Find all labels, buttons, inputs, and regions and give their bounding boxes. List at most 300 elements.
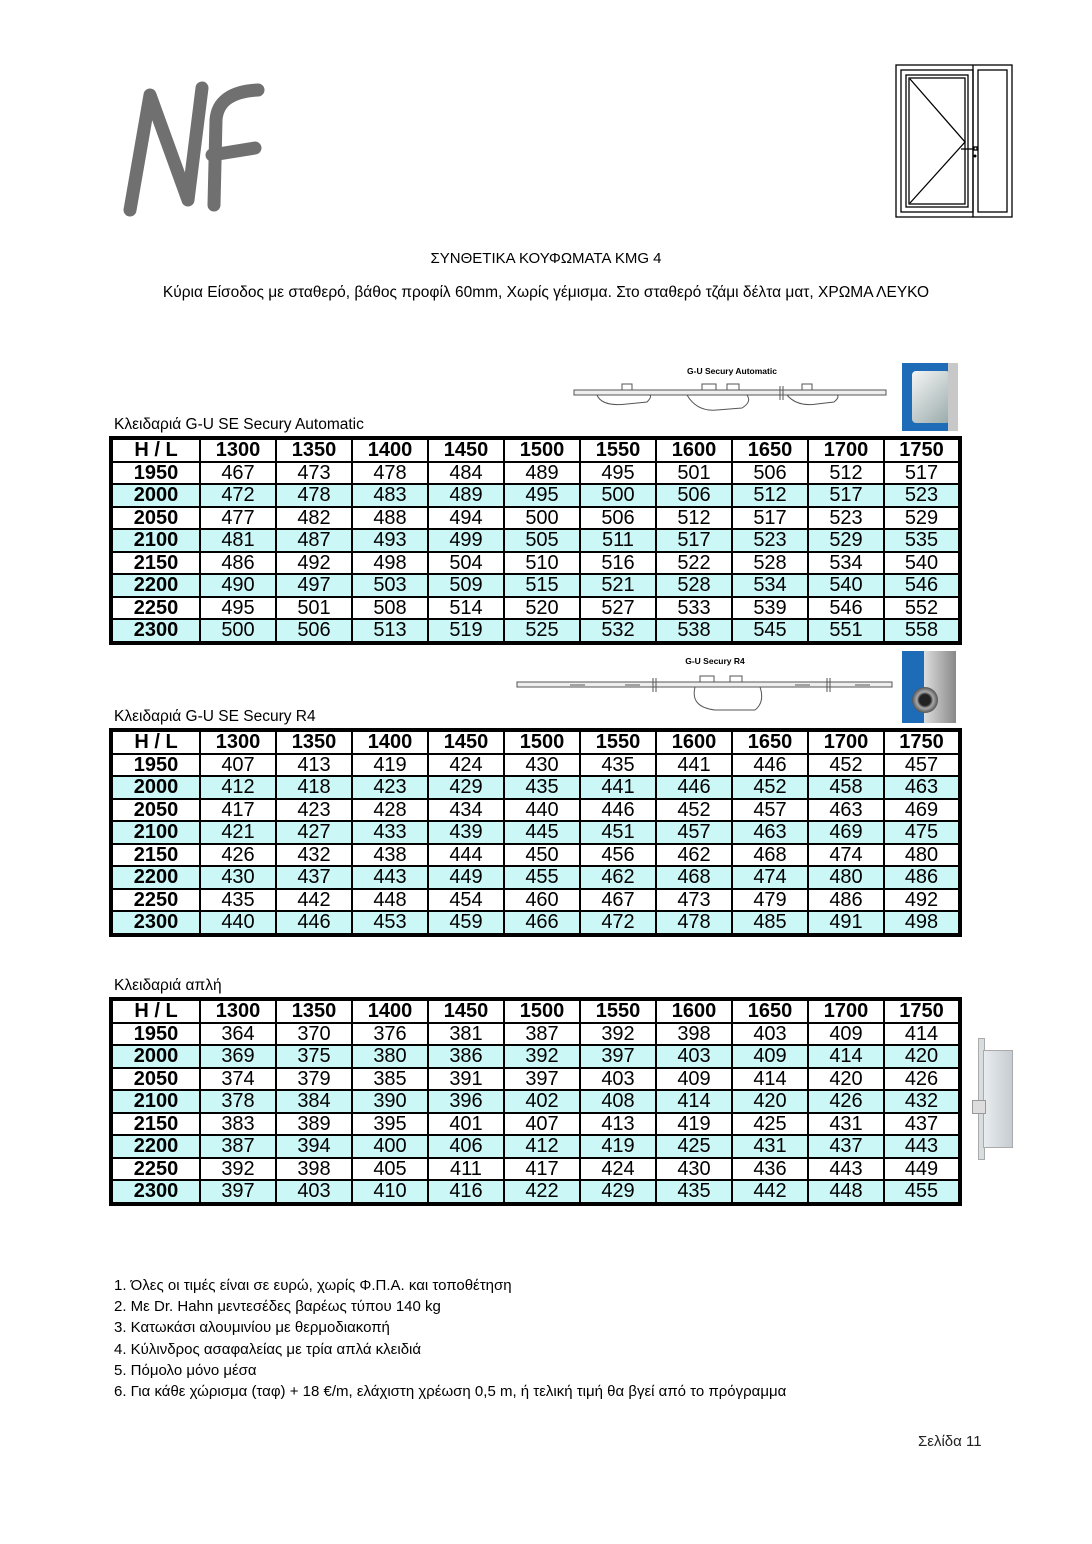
price-cell: 419 (656, 1113, 732, 1136)
row-header-height: 2050 (111, 1068, 200, 1091)
price-cell: 446 (732, 754, 808, 777)
price-cell: 477 (200, 507, 276, 530)
price-cell: 446 (580, 799, 656, 822)
price-cell: 409 (732, 1045, 808, 1068)
table-row (111, 507, 960, 530)
table-row (111, 1135, 960, 1158)
price-cell: 509 (428, 574, 504, 597)
price-cell: 516 (580, 552, 656, 575)
column-header-width: 1550 (580, 438, 656, 462)
price-cell: 486 (200, 552, 276, 575)
price-cell: 395 (352, 1113, 428, 1136)
table-row (111, 866, 960, 889)
nf-logo (110, 70, 270, 220)
note-item: 4. Κύλινδρος ασαφαλείας με τρία απλά κλειδιά (114, 1340, 422, 1358)
price-cell: 506 (732, 462, 808, 485)
table-row (111, 754, 960, 777)
price-cell: 423 (352, 776, 428, 799)
price-cell: 369 (200, 1045, 276, 1068)
price-cell: 473 (656, 889, 732, 912)
price-cell: 407 (504, 1113, 580, 1136)
lock-label-r4: G-U Secury R4 (685, 656, 745, 666)
column-header-width: 1750 (884, 999, 960, 1023)
price-cell: 406 (428, 1135, 504, 1158)
price-cell: 384 (276, 1090, 352, 1113)
price-cell: 436 (732, 1158, 808, 1181)
row-header-height: 2000 (111, 776, 200, 799)
price-cell: 462 (580, 866, 656, 889)
price-cell: 454 (428, 889, 504, 912)
price-cell: 397 (580, 1045, 656, 1068)
price-cell: 403 (580, 1068, 656, 1091)
price-cell: 442 (732, 1180, 808, 1204)
notes-list (114, 1275, 786, 1402)
price-cell: 392 (200, 1158, 276, 1181)
price-cell: 529 (884, 507, 960, 530)
price-cell: 452 (808, 754, 884, 777)
row-header-height: 2250 (111, 597, 200, 620)
price-cell: 472 (580, 911, 656, 935)
table-row (111, 1180, 960, 1204)
price-cell: 505 (504, 529, 580, 552)
price-cell: 431 (732, 1135, 808, 1158)
price-cell: 506 (580, 507, 656, 530)
price-cell: 503 (352, 574, 428, 597)
price-cell: 443 (352, 866, 428, 889)
lock-cylinder-photo-automatic (902, 363, 958, 431)
column-header-width: 1600 (656, 438, 732, 462)
note-item: 5. Πόμολο μόνο μέσα (114, 1361, 257, 1379)
price-cell: 480 (884, 844, 960, 867)
row-header-height: 2150 (111, 1113, 200, 1136)
table-row (111, 462, 960, 485)
price-cell: 468 (732, 844, 808, 867)
price-cell: 443 (884, 1135, 960, 1158)
column-header-width: 1400 (352, 730, 428, 754)
price-cell: 528 (732, 552, 808, 575)
table-row (111, 821, 960, 844)
price-cell: 473 (276, 462, 352, 485)
price-cell: 440 (504, 799, 580, 822)
price-cell: 416 (428, 1180, 504, 1204)
column-header-width: 1400 (352, 438, 428, 462)
price-cell: 551 (808, 619, 884, 643)
price-cell: 515 (504, 574, 580, 597)
table-header-row (111, 999, 960, 1023)
price-cell: 435 (580, 754, 656, 777)
price-cell: 391 (428, 1068, 504, 1091)
price-cell: 449 (884, 1158, 960, 1181)
price-cell: 448 (808, 1180, 884, 1204)
column-header-width: 1450 (428, 438, 504, 462)
page-number: Σελίδα 11 (918, 1433, 982, 1450)
price-cell: 500 (200, 619, 276, 643)
price-cell: 414 (808, 1045, 884, 1068)
table-caption-simple: Κλειδαριά απλή (114, 977, 222, 994)
price-cell: 491 (808, 911, 884, 935)
price-cell: 400 (352, 1135, 428, 1158)
price-cell: 523 (732, 529, 808, 552)
price-cell: 519 (428, 619, 504, 643)
price-cell: 558 (884, 619, 960, 643)
price-cell: 500 (504, 507, 580, 530)
price-cell: 523 (884, 484, 960, 507)
price-cell: 409 (656, 1068, 732, 1091)
price-cell: 540 (884, 552, 960, 575)
lock-label-automatic: G-U Secury Automatic (687, 366, 777, 376)
price-cell: 495 (200, 597, 276, 620)
price-cell: 435 (504, 776, 580, 799)
table-row (111, 1090, 960, 1113)
column-header-width: 1300 (200, 999, 276, 1023)
column-header-width: 1400 (352, 999, 428, 1023)
row-header-height: 2300 (111, 911, 200, 935)
table-row (111, 799, 960, 822)
price-cell: 494 (428, 507, 504, 530)
price-cell: 381 (428, 1023, 504, 1046)
price-cell: 434 (428, 799, 504, 822)
price-cell: 422 (504, 1180, 580, 1204)
table-row (111, 552, 960, 575)
price-cell: 441 (656, 754, 732, 777)
price-cell: 407 (200, 754, 276, 777)
price-cell: 534 (732, 574, 808, 597)
price-cell: 535 (884, 529, 960, 552)
column-header-width: 1650 (732, 999, 808, 1023)
price-cell: 482 (276, 507, 352, 530)
price-table-simple (109, 997, 962, 1206)
price-cell: 538 (656, 619, 732, 643)
price-cell: 430 (656, 1158, 732, 1181)
price-cell: 424 (580, 1158, 656, 1181)
price-cell: 487 (276, 529, 352, 552)
price-cell: 512 (808, 462, 884, 485)
price-cell: 378 (200, 1090, 276, 1113)
price-cell: 425 (732, 1113, 808, 1136)
column-header-width: 1750 (884, 730, 960, 754)
table-row (111, 597, 960, 620)
price-cell: 375 (276, 1045, 352, 1068)
price-cell: 463 (732, 821, 808, 844)
table-row (111, 1158, 960, 1181)
price-cell: 523 (808, 507, 884, 530)
price-cell: 413 (580, 1113, 656, 1136)
price-cell: 403 (656, 1045, 732, 1068)
price-cell: 498 (352, 552, 428, 575)
price-cell: 488 (352, 507, 428, 530)
price-cell: 533 (656, 597, 732, 620)
column-header-width: 1700 (808, 999, 884, 1023)
column-header-width: 1550 (580, 999, 656, 1023)
price-cell: 379 (276, 1068, 352, 1091)
price-cell: 451 (580, 821, 656, 844)
table-row (111, 889, 960, 912)
price-cell: 455 (504, 866, 580, 889)
table-header-row (111, 730, 960, 754)
price-cell: 433 (352, 821, 428, 844)
price-cell: 438 (352, 844, 428, 867)
price-cell: 383 (200, 1113, 276, 1136)
table-row (111, 1045, 960, 1068)
column-header-width: 1750 (884, 438, 960, 462)
price-cell: 520 (504, 597, 580, 620)
column-header-width: 1600 (656, 999, 732, 1023)
note-item: 2. Με Dr. Hahn μεντεσέδες βαρέως τύπου 140 kg (114, 1298, 441, 1316)
price-cell: 428 (352, 799, 428, 822)
price-cell: 414 (656, 1090, 732, 1113)
price-cell: 450 (504, 844, 580, 867)
price-cell: 412 (504, 1135, 580, 1158)
column-header-width: 1700 (808, 730, 884, 754)
price-cell: 449 (428, 866, 504, 889)
price-cell: 552 (884, 597, 960, 620)
price-cell: 545 (732, 619, 808, 643)
price-cell: 410 (352, 1180, 428, 1204)
table-row (111, 911, 960, 935)
price-cell: 480 (808, 866, 884, 889)
price-cell: 370 (276, 1023, 352, 1046)
price-cell: 459 (428, 911, 504, 935)
row-header-height: 2150 (111, 552, 200, 575)
row-header-height: 2200 (111, 866, 200, 889)
simple-lock-photo (972, 1038, 1014, 1158)
price-cell: 435 (200, 889, 276, 912)
price-cell: 501 (276, 597, 352, 620)
price-cell: 411 (428, 1158, 504, 1181)
price-cell: 402 (504, 1090, 580, 1113)
price-cell: 478 (276, 484, 352, 507)
price-cell: 522 (656, 552, 732, 575)
price-cell: 430 (504, 754, 580, 777)
price-cell: 418 (276, 776, 352, 799)
price-cell: 437 (808, 1135, 884, 1158)
price-cell: 398 (276, 1158, 352, 1181)
price-cell: 440 (200, 911, 276, 935)
price-cell: 429 (580, 1180, 656, 1204)
price-cell: 380 (352, 1045, 428, 1068)
table-row (111, 844, 960, 867)
row-header-height: 1950 (111, 754, 200, 777)
price-cell: 420 (884, 1045, 960, 1068)
price-cell: 444 (428, 844, 504, 867)
table-row (111, 776, 960, 799)
price-cell: 389 (276, 1113, 352, 1136)
price-cell: 445 (504, 821, 580, 844)
price-cell: 546 (884, 574, 960, 597)
corner-header: H / L (111, 730, 200, 754)
price-cell: 443 (808, 1158, 884, 1181)
price-cell: 421 (200, 821, 276, 844)
price-cell: 417 (200, 799, 276, 822)
price-cell: 430 (200, 866, 276, 889)
price-cell: 446 (656, 776, 732, 799)
price-cell: 460 (504, 889, 580, 912)
price-cell: 474 (808, 844, 884, 867)
price-cell: 469 (808, 821, 884, 844)
price-cell: 462 (656, 844, 732, 867)
row-header-height: 2250 (111, 889, 200, 912)
price-cell: 429 (428, 776, 504, 799)
price-cell: 458 (808, 776, 884, 799)
price-cell: 510 (504, 552, 580, 575)
price-cell: 546 (808, 597, 884, 620)
price-cell: 504 (428, 552, 504, 575)
table-row (111, 1068, 960, 1091)
door-diagram-icon (893, 62, 1015, 220)
price-cell: 514 (428, 597, 504, 620)
price-cell: 414 (732, 1068, 808, 1091)
price-cell: 397 (200, 1180, 276, 1204)
price-cell: 483 (352, 484, 428, 507)
price-cell: 484 (428, 462, 504, 485)
price-cell: 457 (656, 821, 732, 844)
row-header-height: 1950 (111, 1023, 200, 1046)
column-header-width: 1500 (504, 730, 580, 754)
price-cell: 490 (200, 574, 276, 597)
price-cell: 398 (656, 1023, 732, 1046)
row-header-height: 2050 (111, 799, 200, 822)
price-cell: 413 (276, 754, 352, 777)
price-cell: 486 (808, 889, 884, 912)
price-cell: 387 (504, 1023, 580, 1046)
table-caption-automatic: Κλειδαριά G-U SE Secury Automatic (114, 416, 364, 433)
note-item: 6. Για κάθε χώρισμα (ταφ) + 18 €/m, ελάχιστη χρέωση 0,5 m, ή τελική τιμή θα βγεί από το πρόγραμμα (114, 1383, 787, 1401)
price-cell: 517 (656, 529, 732, 552)
price-cell: 513 (352, 619, 428, 643)
price-cell: 492 (276, 552, 352, 575)
price-cell: 463 (808, 799, 884, 822)
price-cell: 532 (580, 619, 656, 643)
note-item: 1. Όλες οι τιμές είναι σε ευρώ, χωρίς Φ.Π.Α. και τοποθέτηση (114, 1277, 512, 1294)
price-cell: 540 (808, 574, 884, 597)
price-cell: 397 (504, 1068, 580, 1091)
table-row (111, 484, 960, 507)
price-cell: 453 (352, 911, 428, 935)
price-cell: 425 (656, 1135, 732, 1158)
price-cell: 475 (884, 821, 960, 844)
price-cell: 431 (808, 1113, 884, 1136)
lock-cylinder-photo-r4 (902, 651, 956, 723)
column-header-width: 1500 (504, 438, 580, 462)
row-header-height: 2000 (111, 1045, 200, 1068)
price-cell: 528 (656, 574, 732, 597)
row-header-height: 2100 (111, 529, 200, 552)
price-cell: 423 (276, 799, 352, 822)
price-cell: 432 (884, 1090, 960, 1113)
price-cell: 364 (200, 1023, 276, 1046)
price-cell: 506 (656, 484, 732, 507)
price-cell: 472 (200, 484, 276, 507)
column-header-width: 1350 (276, 730, 352, 754)
price-cell: 437 (884, 1113, 960, 1136)
price-cell: 486 (884, 866, 960, 889)
price-cell: 512 (732, 484, 808, 507)
price-cell: 403 (732, 1023, 808, 1046)
price-cell: 467 (200, 462, 276, 485)
price-cell: 529 (808, 529, 884, 552)
price-cell: 498 (884, 911, 960, 935)
table-row (111, 619, 960, 643)
table-caption-r4: Κλειδαριά G-U SE Secury R4 (114, 708, 316, 725)
price-cell: 456 (580, 844, 656, 867)
price-cell: 492 (884, 889, 960, 912)
note-item: 3. Κατωκάσι αλουμινίου με θερμοδιακοπή (114, 1319, 390, 1337)
column-header-width: 1350 (276, 438, 352, 462)
column-header-width: 1300 (200, 730, 276, 754)
page-subtitle: Κύρια Είσοδος με σταθερό, βάθος προφίλ 60mm, Χωρίς γέμισμα. Στο σταθερό τζάμι δέλτα ματ, ΧΡΩΜΑ ΛΕΥΚΟ (162, 284, 930, 301)
corner-header: H / L (111, 438, 200, 462)
price-cell: 426 (884, 1068, 960, 1091)
price-cell: 455 (884, 1180, 960, 1204)
price-cell: 401 (428, 1113, 504, 1136)
price-cell: 508 (352, 597, 428, 620)
price-cell: 403 (276, 1180, 352, 1204)
price-cell: 446 (276, 911, 352, 935)
price-cell: 468 (656, 866, 732, 889)
column-header-width: 1650 (732, 730, 808, 754)
price-cell: 414 (884, 1023, 960, 1046)
price-cell: 432 (276, 844, 352, 867)
price-cell: 437 (276, 866, 352, 889)
price-cell: 478 (352, 462, 428, 485)
column-header-width: 1300 (200, 438, 276, 462)
price-cell: 408 (580, 1090, 656, 1113)
price-cell: 527 (580, 597, 656, 620)
row-header-height: 2150 (111, 844, 200, 867)
column-header-width: 1450 (428, 730, 504, 754)
price-cell: 489 (428, 484, 504, 507)
price-cell: 405 (352, 1158, 428, 1181)
price-cell: 512 (656, 507, 732, 530)
price-cell: 419 (580, 1135, 656, 1158)
price-cell: 479 (732, 889, 808, 912)
price-cell: 452 (656, 799, 732, 822)
table-row (111, 1023, 960, 1046)
price-cell: 376 (352, 1023, 428, 1046)
price-cell: 517 (808, 484, 884, 507)
column-header-width: 1700 (808, 438, 884, 462)
lock-mechanism-image-r4 (515, 652, 895, 712)
price-cell: 517 (732, 507, 808, 530)
price-cell: 396 (428, 1090, 504, 1113)
price-cell: 478 (656, 911, 732, 935)
price-cell: 419 (352, 754, 428, 777)
column-header-width: 1600 (656, 730, 732, 754)
price-cell: 435 (656, 1180, 732, 1204)
price-cell: 493 (352, 529, 428, 552)
price-cell: 392 (580, 1023, 656, 1046)
price-cell: 420 (808, 1068, 884, 1091)
price-cell: 521 (580, 574, 656, 597)
price-cell: 525 (504, 619, 580, 643)
price-cell: 489 (504, 462, 580, 485)
price-cell: 439 (428, 821, 504, 844)
price-cell: 474 (732, 866, 808, 889)
price-cell: 390 (352, 1090, 428, 1113)
column-header-width: 1550 (580, 730, 656, 754)
row-header-height: 2300 (111, 1180, 200, 1204)
price-cell: 495 (504, 484, 580, 507)
corner-header: H / L (111, 999, 200, 1023)
table-row (111, 529, 960, 552)
price-cell: 467 (580, 889, 656, 912)
price-cell: 426 (808, 1090, 884, 1113)
column-header-width: 1350 (276, 999, 352, 1023)
row-header-height: 2200 (111, 574, 200, 597)
price-cell: 466 (504, 911, 580, 935)
price-cell: 534 (808, 552, 884, 575)
price-cell: 500 (580, 484, 656, 507)
